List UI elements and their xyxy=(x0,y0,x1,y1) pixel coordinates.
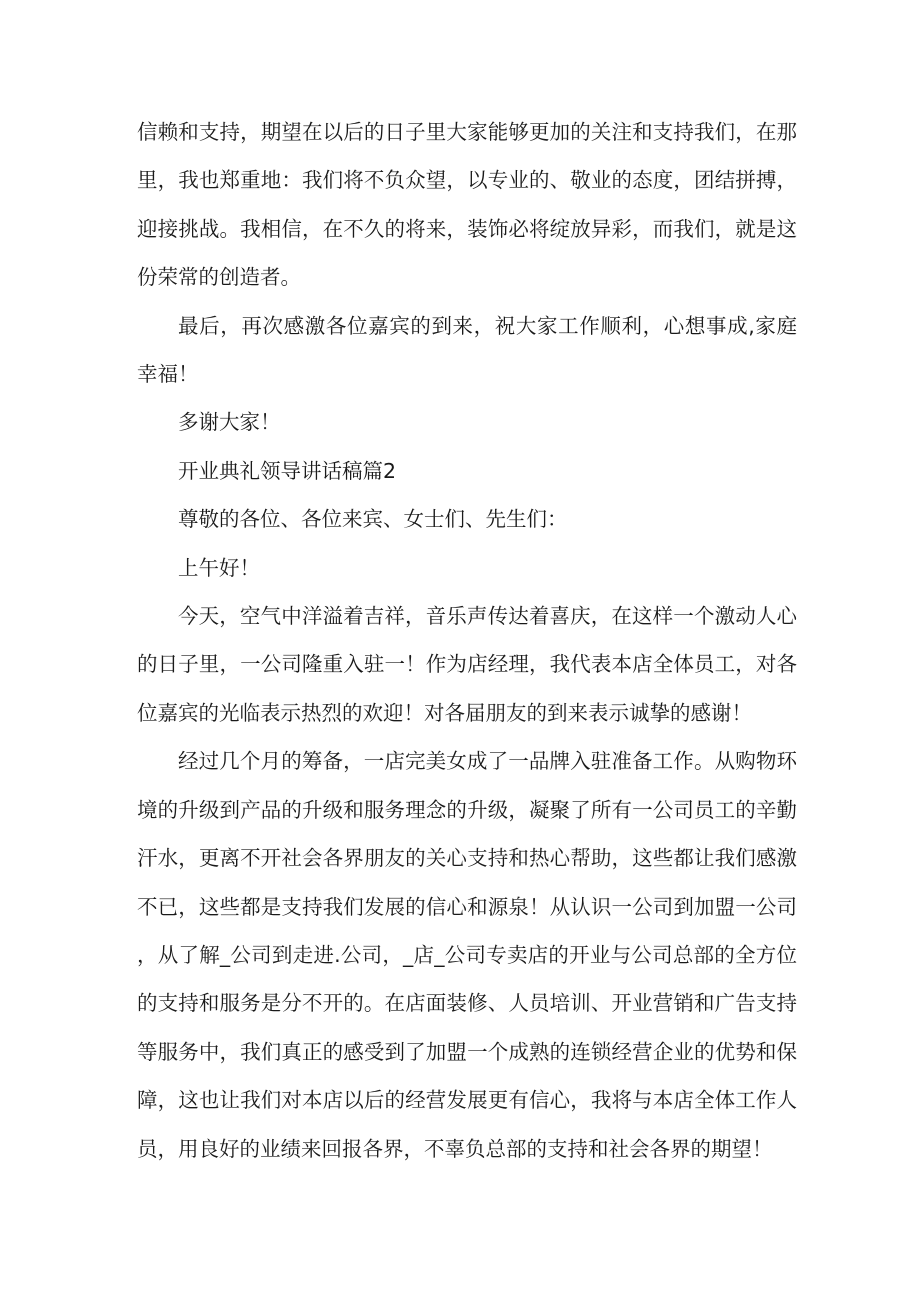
paragraph-1: 信赖和支持，期望在以后的日子里大家能够更加的关注和支持我们，在那里，我也郑重地：我们将不负众望，以专业的、敬业的态度，团结拼搏，迎接挑战。我相信，在不久的将来，装饰必将绽放异彩，而我们，就是这份荣常的创造者。 xyxy=(137,120,797,290)
section-heading: 开业典礼领导讲话稿篇2 xyxy=(178,458,397,483)
paragraph-7: 今天，空气中洋溢着吉祥，音乐声传达着喜庆，在这样一个激动人心的日子里，一公司隆重入驻一！作为店经理，我代表本店全体员工，对各位嘉宾的光临表示热烈的欢迎！对各届朋友的到来表示诚挚的感谢！ xyxy=(137,604,797,725)
document-body xyxy=(137,108,797,1173)
paragraph-3: 多谢大家！ xyxy=(178,410,281,435)
paragraph-8: 经过几个月的筹备，一店完美女成了一品牌入驻准备工作。从购物环境的升级到产品的升级和服务理念的升级，凝聚了所有一公司员工的辛勤汗水，更离不开社会各界朋友的关心支持和热心帮助，这些都让我们感激不已，这些都是支持我们发展的信心和源泉！从认识一公司到加盟一公司，从了解_公司到走进.公司，_店_公司专卖店的开业与公司总部的全方位的支持和服务是分不开的。在店面装修、人员培训、开业营销和广告支持等服务中，我们真正的感受到了加盟一个成熟的连锁经营企业的优势和保障，这也让我们对本店以后的经营发展更有信心，我将与本店全体工作人员，用良好的业绩来回报各界，不辜负总部的支持和社会各界的期望！ xyxy=(137,749,797,1161)
salutation: 尊敬的各位、各位来宾、女士们、先生们： xyxy=(178,507,568,532)
greeting: 上午好！ xyxy=(178,555,260,580)
paragraph-2: 最后，再次感激各位嘉宾的到来，祝大家工作顺利，心想事成,家庭幸福！ xyxy=(137,313,797,387)
